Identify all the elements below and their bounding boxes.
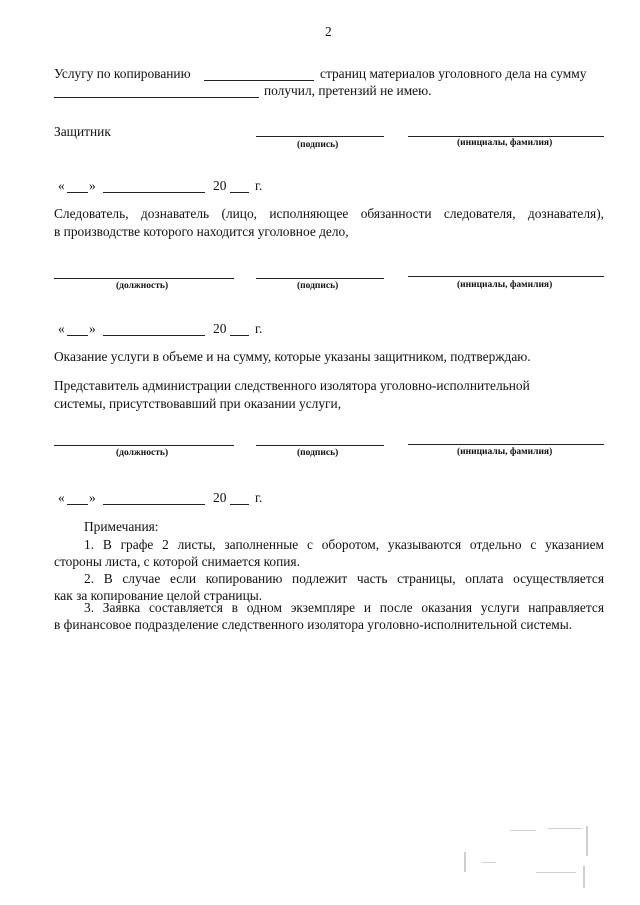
defender-signature-caption: (подпись) <box>297 140 339 150</box>
note-1-line1: 1. В графе 2 листы, заполненные с оборотом, указываются отдельно с указанием <box>84 537 604 552</box>
copy-service-label: Услугу по копированию <box>54 66 191 81</box>
investigator-signature-caption: (подпись) <box>297 281 339 291</box>
pages-count-blank <box>204 80 314 81</box>
page-number: 2 <box>325 24 332 39</box>
copy-service-receipt: получил, претензий не имею. <box>264 83 432 98</box>
investigator-text-line2: в производстве которого находится уголовное дело, <box>54 224 349 239</box>
representative-position-line <box>54 445 234 446</box>
representative-signature-line <box>256 445 384 446</box>
date-day-blank <box>67 192 88 193</box>
date-month-blank <box>103 504 205 505</box>
date-open-quote: « <box>58 321 65 336</box>
date-year-blank <box>230 504 249 505</box>
defender-initials-line <box>408 136 604 137</box>
date-year: 20 <box>213 178 227 193</box>
date-year-blank <box>230 335 249 336</box>
defender-initials-caption: (инициалы, фамилия) <box>457 138 553 148</box>
date-day-blank <box>67 504 88 505</box>
note-3-line1: 3. Заявка составляется в одном экземпляре и после оказания услуги направляется <box>84 600 604 615</box>
notes-title: Примечания: <box>84 519 159 534</box>
date-close-quote: » <box>89 321 96 336</box>
investigator-position-line <box>54 278 234 279</box>
date-close-quote: » <box>89 178 96 193</box>
note-2-line1: 2. В случае если копированию подлежит часть страницы, оплата осуществляется <box>84 571 604 586</box>
investigator-initials-caption: (инициалы, фамилия) <box>457 280 553 290</box>
date-open-quote: « <box>58 490 65 505</box>
date-open-quote: « <box>58 178 65 193</box>
representative-position-caption: (должность) <box>116 448 169 458</box>
amount-blank <box>54 97 259 98</box>
representative-initials-line <box>408 444 604 445</box>
date-month-blank <box>103 192 205 193</box>
defender-signature-line <box>256 136 384 137</box>
representative-text-line2: системы, присутствовавший при оказании услуги, <box>54 396 342 411</box>
date-year: 20 <box>213 490 227 505</box>
date-month-blank <box>103 335 205 336</box>
date-close-quote: » <box>89 490 96 505</box>
date-year-blank <box>230 192 249 193</box>
investigator-text-line1: Следователь, дознаватель (лицо, исполняющее обязанности следователя, дознавателя), <box>54 206 604 221</box>
representative-initials-caption: (инициалы, фамилия) <box>457 447 553 457</box>
date-year-suffix: г. <box>255 490 263 505</box>
investigator-signature-line <box>256 278 384 279</box>
note-2-line2: как за копирование целой страницы. <box>54 588 263 603</box>
copy-service-text: страниц материалов уголовного дела на сумму <box>320 66 587 81</box>
representative-text-line1: Представитель администрации следственного изолятора уголовно-исполнительной <box>54 378 530 393</box>
date-year: 20 <box>213 321 227 336</box>
confirmation-text: Оказание услуги в объеме и на сумму, которые указаны защитником, подтверждаю. <box>54 349 531 364</box>
note-1-line2: стороны листа, с которой снимается копия. <box>54 554 300 569</box>
date-day-blank <box>67 335 88 336</box>
investigator-initials-line <box>408 276 604 277</box>
defender-label: Защитник <box>54 124 111 139</box>
note-3-line2: в финансовое подразделение следственного изолятора уголовно-исполнительной системы. <box>54 617 573 632</box>
date-year-suffix: г. <box>255 178 263 193</box>
date-year-suffix: г. <box>255 321 263 336</box>
representative-signature-caption: (подпись) <box>297 448 339 458</box>
investigator-position-caption: (должность) <box>116 281 169 291</box>
